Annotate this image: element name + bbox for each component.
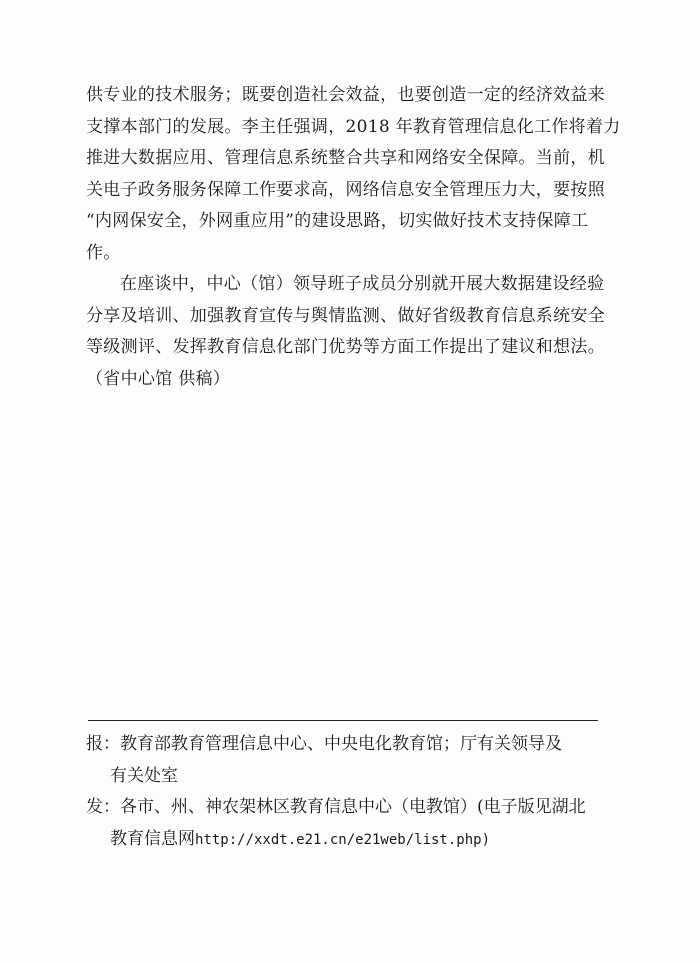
para2-line-3: 等级测评、发挥教育信息化部门优势等方面工作提出了建议和想法。	[86, 337, 605, 357]
send-to-line	[86, 792, 606, 824]
website-name: 教育信息网	[110, 828, 195, 849]
body-line-1: 供专业的技术服务；既要创造社会效益，也要创造一定的经济效益来	[86, 85, 605, 105]
footer-divider	[88, 720, 598, 721]
website-url[interactable]: http://xxdt.e21.cn/e21web/list.php)	[195, 831, 491, 848]
body-line-3: 推进大数据应用、管理信息系统整合共享和网络安全保障。当前，机	[86, 148, 605, 168]
article-body	[86, 80, 621, 395]
report-to-line-cont: 有关处室	[110, 765, 178, 786]
send-to-line-cont	[86, 824, 606, 856]
para2-line-4: （省中心馆 供稿）	[86, 368, 231, 389]
report-to-line	[86, 729, 606, 761]
report-to-label: 报：	[86, 734, 120, 754]
para2-line-1: 在座谈中，中心（馆）领导班子成员分别就开展大数据建设经验	[120, 274, 605, 294]
body-line-6: 作。	[86, 242, 121, 263]
body-line-5: “内网保安全，外网重应用”的建设思路，切实做好技术支持保障工	[86, 211, 589, 231]
body-line-4: 关电子政务服务保障工作要求高，网络信息安全管理压力大，要按照	[86, 179, 605, 200]
para2-line-2: 分享及培训、加强教育宣传与舆情监测、做好省级教育信息系统安全	[86, 305, 605, 326]
send-to-recipients: 各市、州、神农架林区教育信息中心（电教馆）(电子版见湖北	[120, 797, 586, 817]
report-to-recipients: 教育部教育管理信息中心、中央电化教育馆；厅有关领导及	[120, 734, 562, 754]
body-line-2: 支撑本部门的发展。李主任强调，2018 年教育管理信息化工作将着力	[86, 116, 621, 137]
distribution-footer	[86, 729, 606, 855]
send-to-label: 发：	[86, 797, 120, 817]
